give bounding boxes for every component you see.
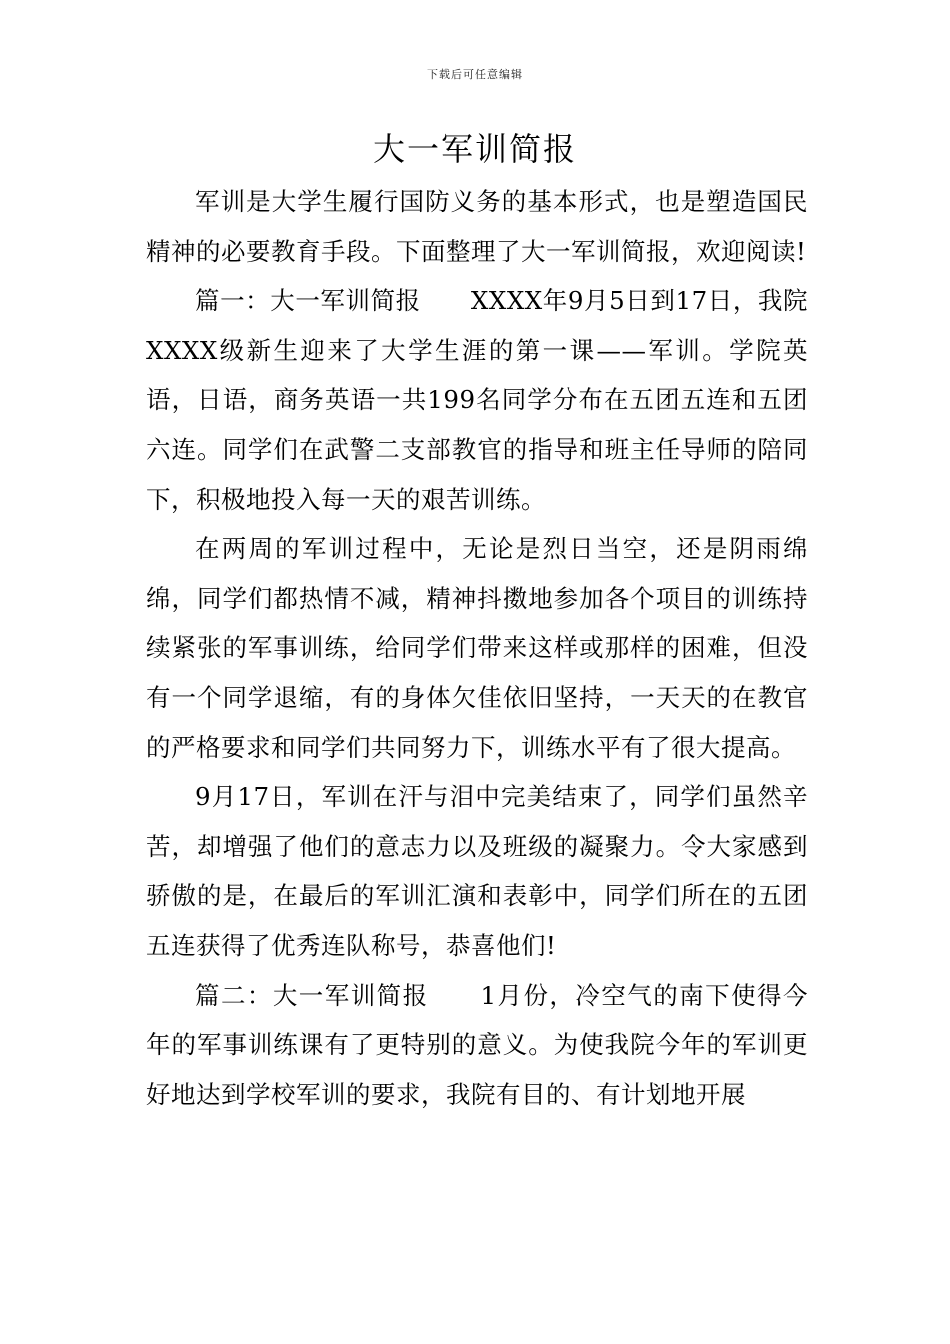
paragraph-intro: 军训是大学生履行国防义务的基本形式，也是塑造国民精神的必要教育手段。下面整理了大一军训简报，欢迎阅读! <box>146 187 808 266</box>
document-title: 大一军训简报 <box>372 130 577 168</box>
paragraph-part-two-opening: 篇二：大一军训简报 1月份，冷空气的南下使得今年的军事训练课有了更特别的意义。为使我院今年的军训更好地达到学校军训的要求，我院有目的、有计划地开展 <box>146 980 808 1109</box>
page-header-note: 下载后可任意编辑 <box>427 68 523 81</box>
paragraph-training-process: 在两周的军训过程中，无论是烈日当空，还是阴雨绵绵，同学们都热情不减，精神抖擞地参加各个项目的训练持续紧张的军事训练，给同学们带来这样或那样的困难，但没有一个同学退缩，有的身体欠佳依旧坚持，一天天的在教官的严格要求和同学们共同努力下，训练水平有了很大提高。 <box>146 534 808 762</box>
document-body <box>146 177 808 1119</box>
paragraph-part-one-opening: 篇一：大一军训简报 XXXX年9月5日到17日，我院XXXX级新生迎来了大学生涯的第一课——军训。学院英语，日语，商务英语一共199名同学分布在五团五连和五团六连。同学们在武警二支部教官的指导和班主任导师的陪同下，积极地投入每一天的艰苦训练。 <box>146 286 808 514</box>
paragraph-training-conclusion: 9月17日，军训在汗与泪中完美结束了，同学们虽然辛苦，却增强了他们的意志力以及班级的凝聚力。令大家感到骄傲的是，在最后的军训汇演和表彰中，同学们所在的五团五连获得了优秀连队称号，恭喜他们! <box>146 782 808 960</box>
